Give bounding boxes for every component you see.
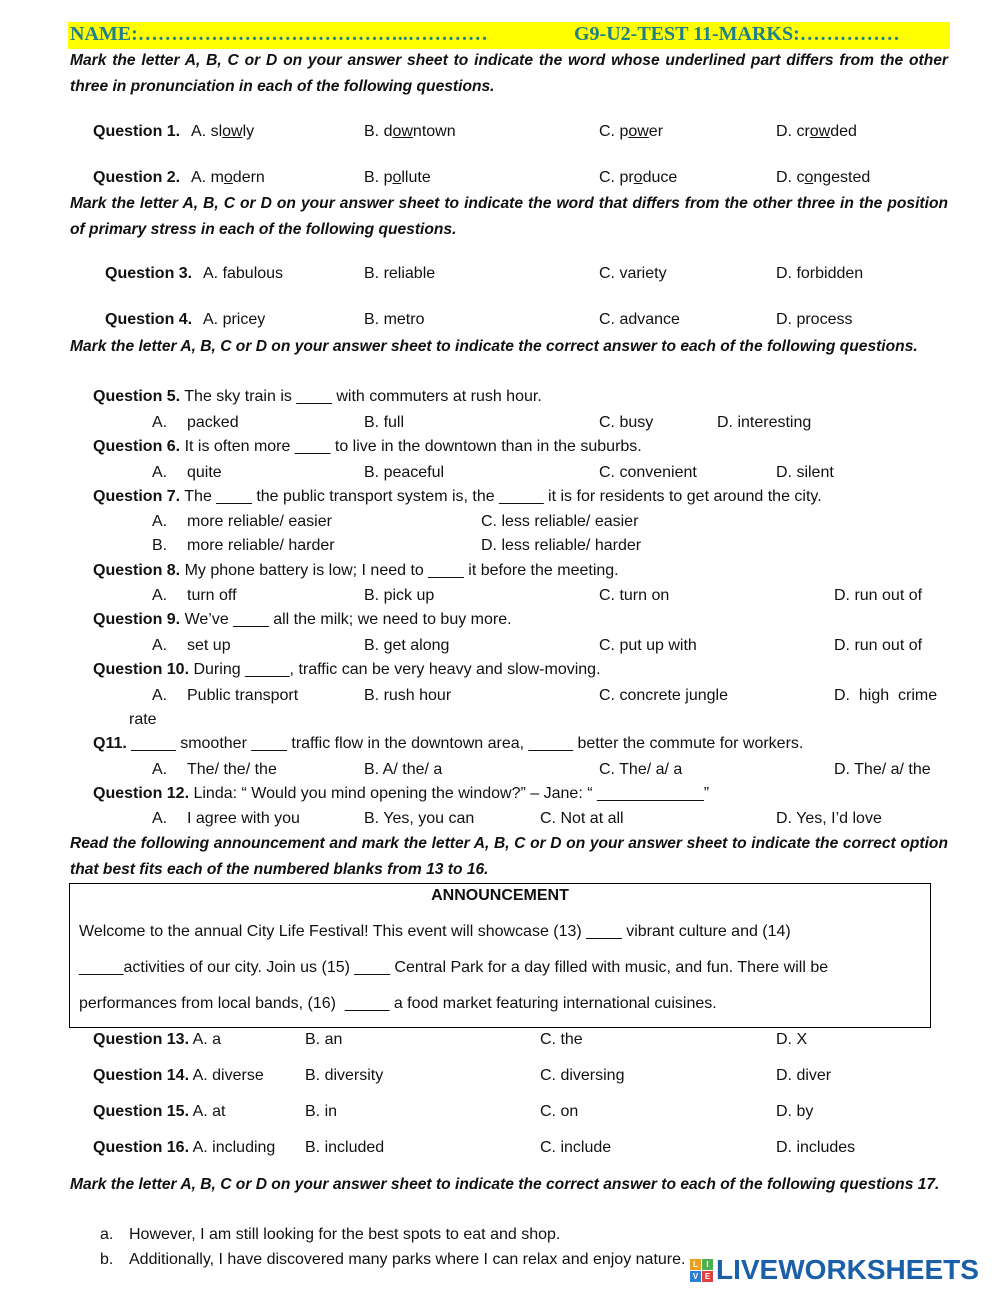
question-1: Question 1. bbox=[93, 123, 181, 140]
q8-option-d[interactable]: D. run out of bbox=[834, 587, 923, 604]
q11-option-a-letter: A. bbox=[152, 761, 168, 778]
q6-option-a-letter: A. bbox=[152, 464, 168, 481]
q16-option-c[interactable]: C. include bbox=[540, 1139, 612, 1156]
q8-option-b[interactable]: B. pick up bbox=[364, 587, 435, 604]
q2-option-b[interactable]: B. pollute bbox=[364, 169, 431, 186]
q12-option-c[interactable]: C. Not at all bbox=[540, 810, 624, 827]
q14-option-c[interactable]: C. diversing bbox=[540, 1067, 625, 1084]
question-16: Question 16. A. including bbox=[93, 1139, 276, 1156]
header-bar bbox=[68, 22, 950, 49]
q2-option-d[interactable]: D. congested bbox=[776, 169, 871, 186]
question-10: Question 10. During _____, traffic can be very heavy and slow-moving. bbox=[93, 661, 601, 678]
q8-option-c[interactable]: C. turn on bbox=[599, 587, 670, 604]
q5-option-d[interactable]: D. interesting bbox=[717, 414, 812, 431]
q10-option-d-wrap[interactable]: rate bbox=[129, 711, 157, 728]
q11-option-c[interactable]: C. The/ a/ a bbox=[599, 761, 683, 778]
liveworksheets-logo bbox=[690, 1254, 979, 1286]
instruction-stress: Mark the letter A, B, C or D on your answer sheet to indicate the word that differs from the other three in the position of primary stress in each of the following questions. bbox=[70, 195, 948, 238]
q7-option-d[interactable]: D. less reliable/ harder bbox=[481, 537, 642, 554]
q17-item: Additionally, I have discovered many parks where I can relax and enjoy nature. bbox=[129, 1251, 686, 1268]
instruction-pronunciation: Mark the letter A, B, C or D on your answer sheet to indicate the word whose underlined part differs from the other three in pronunciation in each of the following questions. bbox=[70, 52, 948, 95]
q6-option-b[interactable]: B. peaceful bbox=[364, 464, 445, 481]
question-13: Question 13. A. a bbox=[93, 1031, 222, 1048]
q2-option-a[interactable]: A. modern bbox=[191, 169, 265, 186]
announcement-line: _____activities of our city. Join us (15) ____ Central Park for a day filled with music, and fun. There will be bbox=[79, 959, 829, 976]
question-2: Question 2. bbox=[93, 169, 181, 186]
question-8: Question 8. My phone battery is low; I need to ____ it before the meeting. bbox=[93, 562, 619, 579]
q13-option-b[interactable]: B. an bbox=[305, 1031, 343, 1048]
q12-option-a-letter: A. bbox=[152, 810, 168, 827]
q9-option-a[interactable]: set up bbox=[187, 637, 231, 654]
q11-option-d[interactable]: D. The/ a/ the bbox=[834, 761, 931, 778]
announcement-line: performances from local bands, (16) _____ a food market featuring international cuisines. bbox=[79, 995, 717, 1012]
q3-option-a[interactable]: A. fabulous bbox=[203, 265, 284, 282]
q1-option-a[interactable]: A. slowly bbox=[191, 123, 255, 140]
q13-option-c[interactable]: C. the bbox=[540, 1031, 583, 1048]
logo-icon: L I V E bbox=[690, 1259, 713, 1282]
question-12: Question 12. Linda: “ Would you mind opening the window?” – Jane: “ ____________” bbox=[93, 785, 710, 802]
instruction-correct-answer: Mark the letter A, B, C or D on your answer sheet to indicate the correct answer to each of the following questions. bbox=[70, 338, 918, 355]
q7-option-c[interactable]: C. less reliable/ easier bbox=[481, 513, 639, 530]
question-5: Question 5. The sky train is ____ with commuters at rush hour. bbox=[93, 388, 542, 405]
q8-option-a-letter: A. bbox=[152, 587, 168, 604]
q17-item-letter: a. bbox=[100, 1226, 114, 1243]
q4-option-a[interactable]: A. pricey bbox=[203, 311, 266, 328]
q5-option-b[interactable]: B. full bbox=[364, 414, 405, 431]
q2-option-c[interactable]: C. produce bbox=[599, 169, 678, 186]
q10-option-a-letter: A. bbox=[152, 687, 168, 704]
q5-option-c[interactable]: C. busy bbox=[599, 414, 654, 431]
q9-option-c[interactable]: C. put up with bbox=[599, 637, 697, 654]
announcement-title: ANNOUNCEMENT bbox=[431, 887, 569, 904]
q4-option-d[interactable]: D. process bbox=[776, 311, 853, 328]
q9-option-b[interactable]: B. get along bbox=[364, 637, 450, 654]
q7-option-b-letter: B. bbox=[152, 537, 168, 554]
q7-option-a-letter: A. bbox=[152, 513, 168, 530]
q17-item: However, I am still looking for the best spots to eat and shop. bbox=[129, 1226, 561, 1243]
q4-option-c[interactable]: C. advance bbox=[599, 311, 680, 328]
q9-option-a-letter: A. bbox=[152, 637, 168, 654]
q1-option-d[interactable]: D. crowded bbox=[776, 123, 857, 140]
q16-option-d[interactable]: D. includes bbox=[776, 1139, 856, 1156]
q3-option-b[interactable]: B. reliable bbox=[364, 265, 436, 282]
q15-option-d[interactable]: D. by bbox=[776, 1103, 814, 1120]
name-field: NAME:…………………………………..………… bbox=[70, 23, 488, 45]
question-7: Question 7. The ____ the public transport system is, the _____ it is for residents to get around the city. bbox=[93, 488, 822, 505]
q10-option-b[interactable]: B. rush hour bbox=[364, 687, 452, 704]
q12-option-d[interactable]: D. Yes, I’d love bbox=[776, 810, 882, 827]
q10-option-c[interactable]: C. concrete jungle bbox=[599, 687, 728, 704]
question-9: Question 9. We’ve ____ all the milk; we need to buy more. bbox=[93, 611, 512, 628]
q5-option-a[interactable]: packed bbox=[187, 414, 239, 431]
q11-option-b[interactable]: B. A/ the/ a bbox=[364, 761, 443, 778]
q1-option-c[interactable]: C. power bbox=[599, 123, 664, 140]
question-14: Question 14. A. diverse bbox=[93, 1067, 264, 1084]
q6-option-d[interactable]: D. silent bbox=[776, 464, 834, 481]
q6-option-c[interactable]: C. convenient bbox=[599, 464, 697, 481]
q8-option-a[interactable]: turn off bbox=[187, 587, 237, 604]
q10-option-d[interactable]: D. high crime bbox=[834, 687, 938, 704]
q10-option-a[interactable]: Public transport bbox=[187, 687, 299, 704]
q7-option-b[interactable]: more reliable/ harder bbox=[187, 537, 335, 554]
q16-option-b[interactable]: B. included bbox=[305, 1139, 385, 1156]
q14-option-b[interactable]: B. diversity bbox=[305, 1067, 384, 1084]
q3-option-d[interactable]: D. forbidden bbox=[776, 265, 864, 282]
q14-option-d[interactable]: D. diver bbox=[776, 1067, 832, 1084]
q17-item-letter: b. bbox=[100, 1251, 114, 1268]
logo-text: LIVEWORKSHEETS bbox=[716, 1254, 979, 1285]
question-6: Question 6. It is often more ____ to live in the downtown than in the suburbs. bbox=[93, 438, 642, 455]
test-title: G9-U2-TEST 11-MARKS:…………… bbox=[574, 23, 900, 45]
question-15: Question 15. A. at bbox=[93, 1103, 226, 1120]
q4-option-b[interactable]: B. metro bbox=[364, 311, 425, 328]
q15-option-b[interactable]: B. in bbox=[305, 1103, 338, 1120]
q1-option-b[interactable]: B. downtown bbox=[364, 123, 456, 140]
announcement-line: Welcome to the annual City Life Festival! This event will showcase (13) ____ vibrant culture and (14) bbox=[79, 923, 791, 940]
question-4: Question 4. bbox=[105, 311, 193, 328]
q6-option-a[interactable]: quite bbox=[187, 464, 222, 481]
instruction-q17: Mark the letter A, B, C or D on your answer sheet to indicate the correct answer to each of the following questions 17. bbox=[70, 1176, 940, 1193]
q9-option-d[interactable]: D. run out of bbox=[834, 637, 923, 654]
q13-option-d[interactable]: D. X bbox=[776, 1031, 808, 1048]
instruction-announcement: Read the following announcement and mark the letter A, B, C or D on your answer sheet to indicate the correct option that best fits each of the numbered blanks from 13 to 16. bbox=[70, 835, 948, 878]
q12-option-a[interactable]: I agree with you bbox=[187, 810, 300, 827]
q11-option-a[interactable]: The/ the/ the bbox=[187, 761, 277, 778]
q5-option-a-letter: A. bbox=[152, 414, 168, 431]
question-3: Question 3. bbox=[105, 265, 193, 282]
q3-option-c[interactable]: C. variety bbox=[599, 265, 667, 282]
q12-option-b[interactable]: B. Yes, you can bbox=[364, 810, 475, 827]
question-11: Q11. _____ smoother ____ traffic flow in the downtown area, _____ better the commute for workers. bbox=[93, 735, 804, 752]
q15-option-c[interactable]: C. on bbox=[540, 1103, 579, 1120]
q7-option-a[interactable]: more reliable/ easier bbox=[187, 513, 332, 530]
